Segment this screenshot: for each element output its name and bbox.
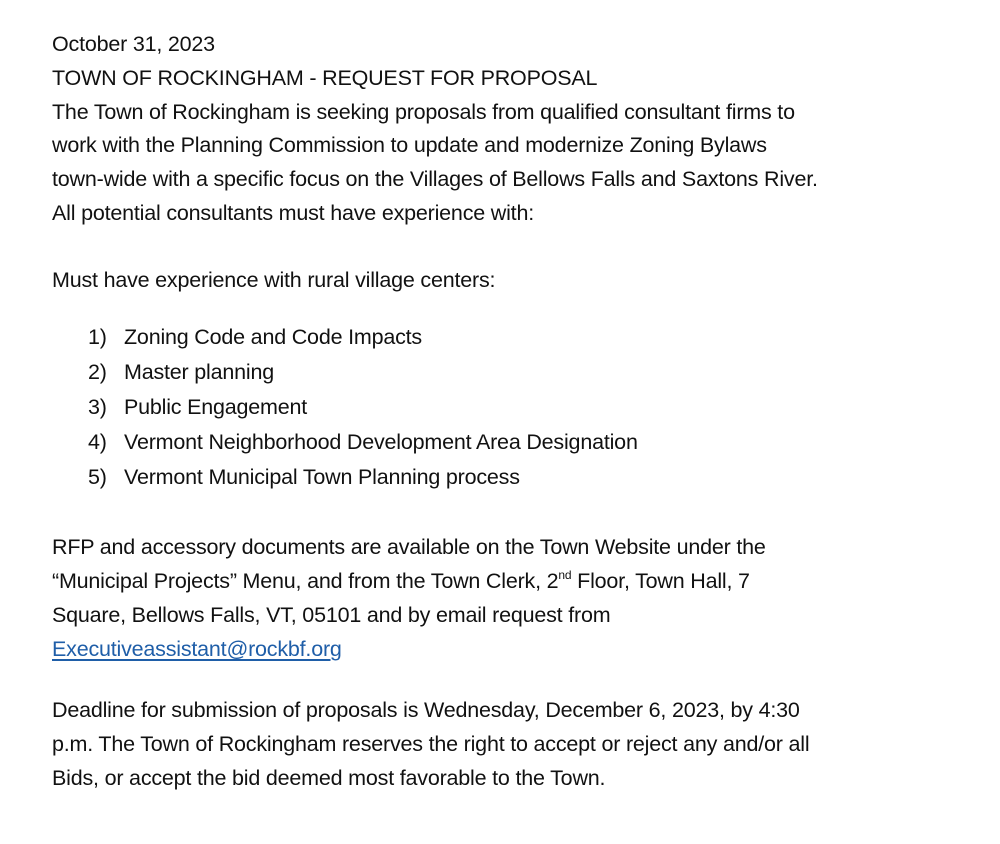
requirement-item: [88, 355, 274, 389]
intro-line: All potential consultants must have experience with:: [52, 201, 534, 225]
list-text: Zoning Code and Code Impacts: [124, 325, 422, 349]
availability-line: RFP and accessory documents are available on the Town Website under the: [52, 535, 766, 559]
deadline-line: Deadline for submission of proposals is Wednesday, December 6, 2023, by 4:30: [52, 698, 800, 722]
deadline-line: Bids, or accept the bid deemed most favorable to the Town.: [52, 766, 606, 790]
requirement-item: [88, 320, 422, 354]
email-line: [52, 632, 342, 666]
list-text: Vermont Neighborhood Development Area Designation: [124, 430, 638, 454]
intro-line: work with the Planning Commission to update and modernize Zoning Bylaws: [52, 133, 767, 157]
list-number: 5): [88, 465, 107, 489]
intro-line: The Town of Rockingham is seeking proposals from qualified consultant firms to: [52, 100, 795, 124]
requirement-item: [88, 460, 520, 494]
availability-line: [52, 564, 750, 598]
list-number: 4): [88, 430, 107, 454]
list-text: Master planning: [124, 360, 274, 384]
list-number: 1): [88, 325, 107, 349]
requirements-heading: Must have experience with rural village centers:: [52, 268, 496, 292]
requirement-item: [88, 425, 638, 459]
list-text: Public Engagement: [124, 395, 308, 419]
requirement-item: [88, 390, 307, 424]
list-text: Vermont Municipal Town Planning process: [124, 465, 520, 489]
email-link[interactable]: Executiveassistant@rockbf.org: [52, 637, 342, 661]
ordinal-suffix: nd: [558, 568, 572, 582]
list-number: 3): [88, 395, 107, 419]
deadline-line: p.m. The Town of Rockingham reserves the right to accept or reject any and/or all: [52, 732, 810, 756]
availability-line: Square, Bellows Falls, VT, 05101 and by email request from: [52, 603, 611, 627]
availability-text: Floor, Town Hall, 7: [571, 569, 750, 593]
availability-text: “Municipal Projects” Menu, and from the Town Clerk, 2: [52, 569, 559, 593]
document-date: October 31, 2023: [52, 32, 215, 56]
document-title: TOWN OF ROCKINGHAM - REQUEST FOR PROPOSAL: [52, 66, 598, 90]
intro-line: town-wide with a specific focus on the Villages of Bellows Falls and Saxtons River.: [52, 167, 818, 191]
list-number: 2): [88, 360, 107, 384]
